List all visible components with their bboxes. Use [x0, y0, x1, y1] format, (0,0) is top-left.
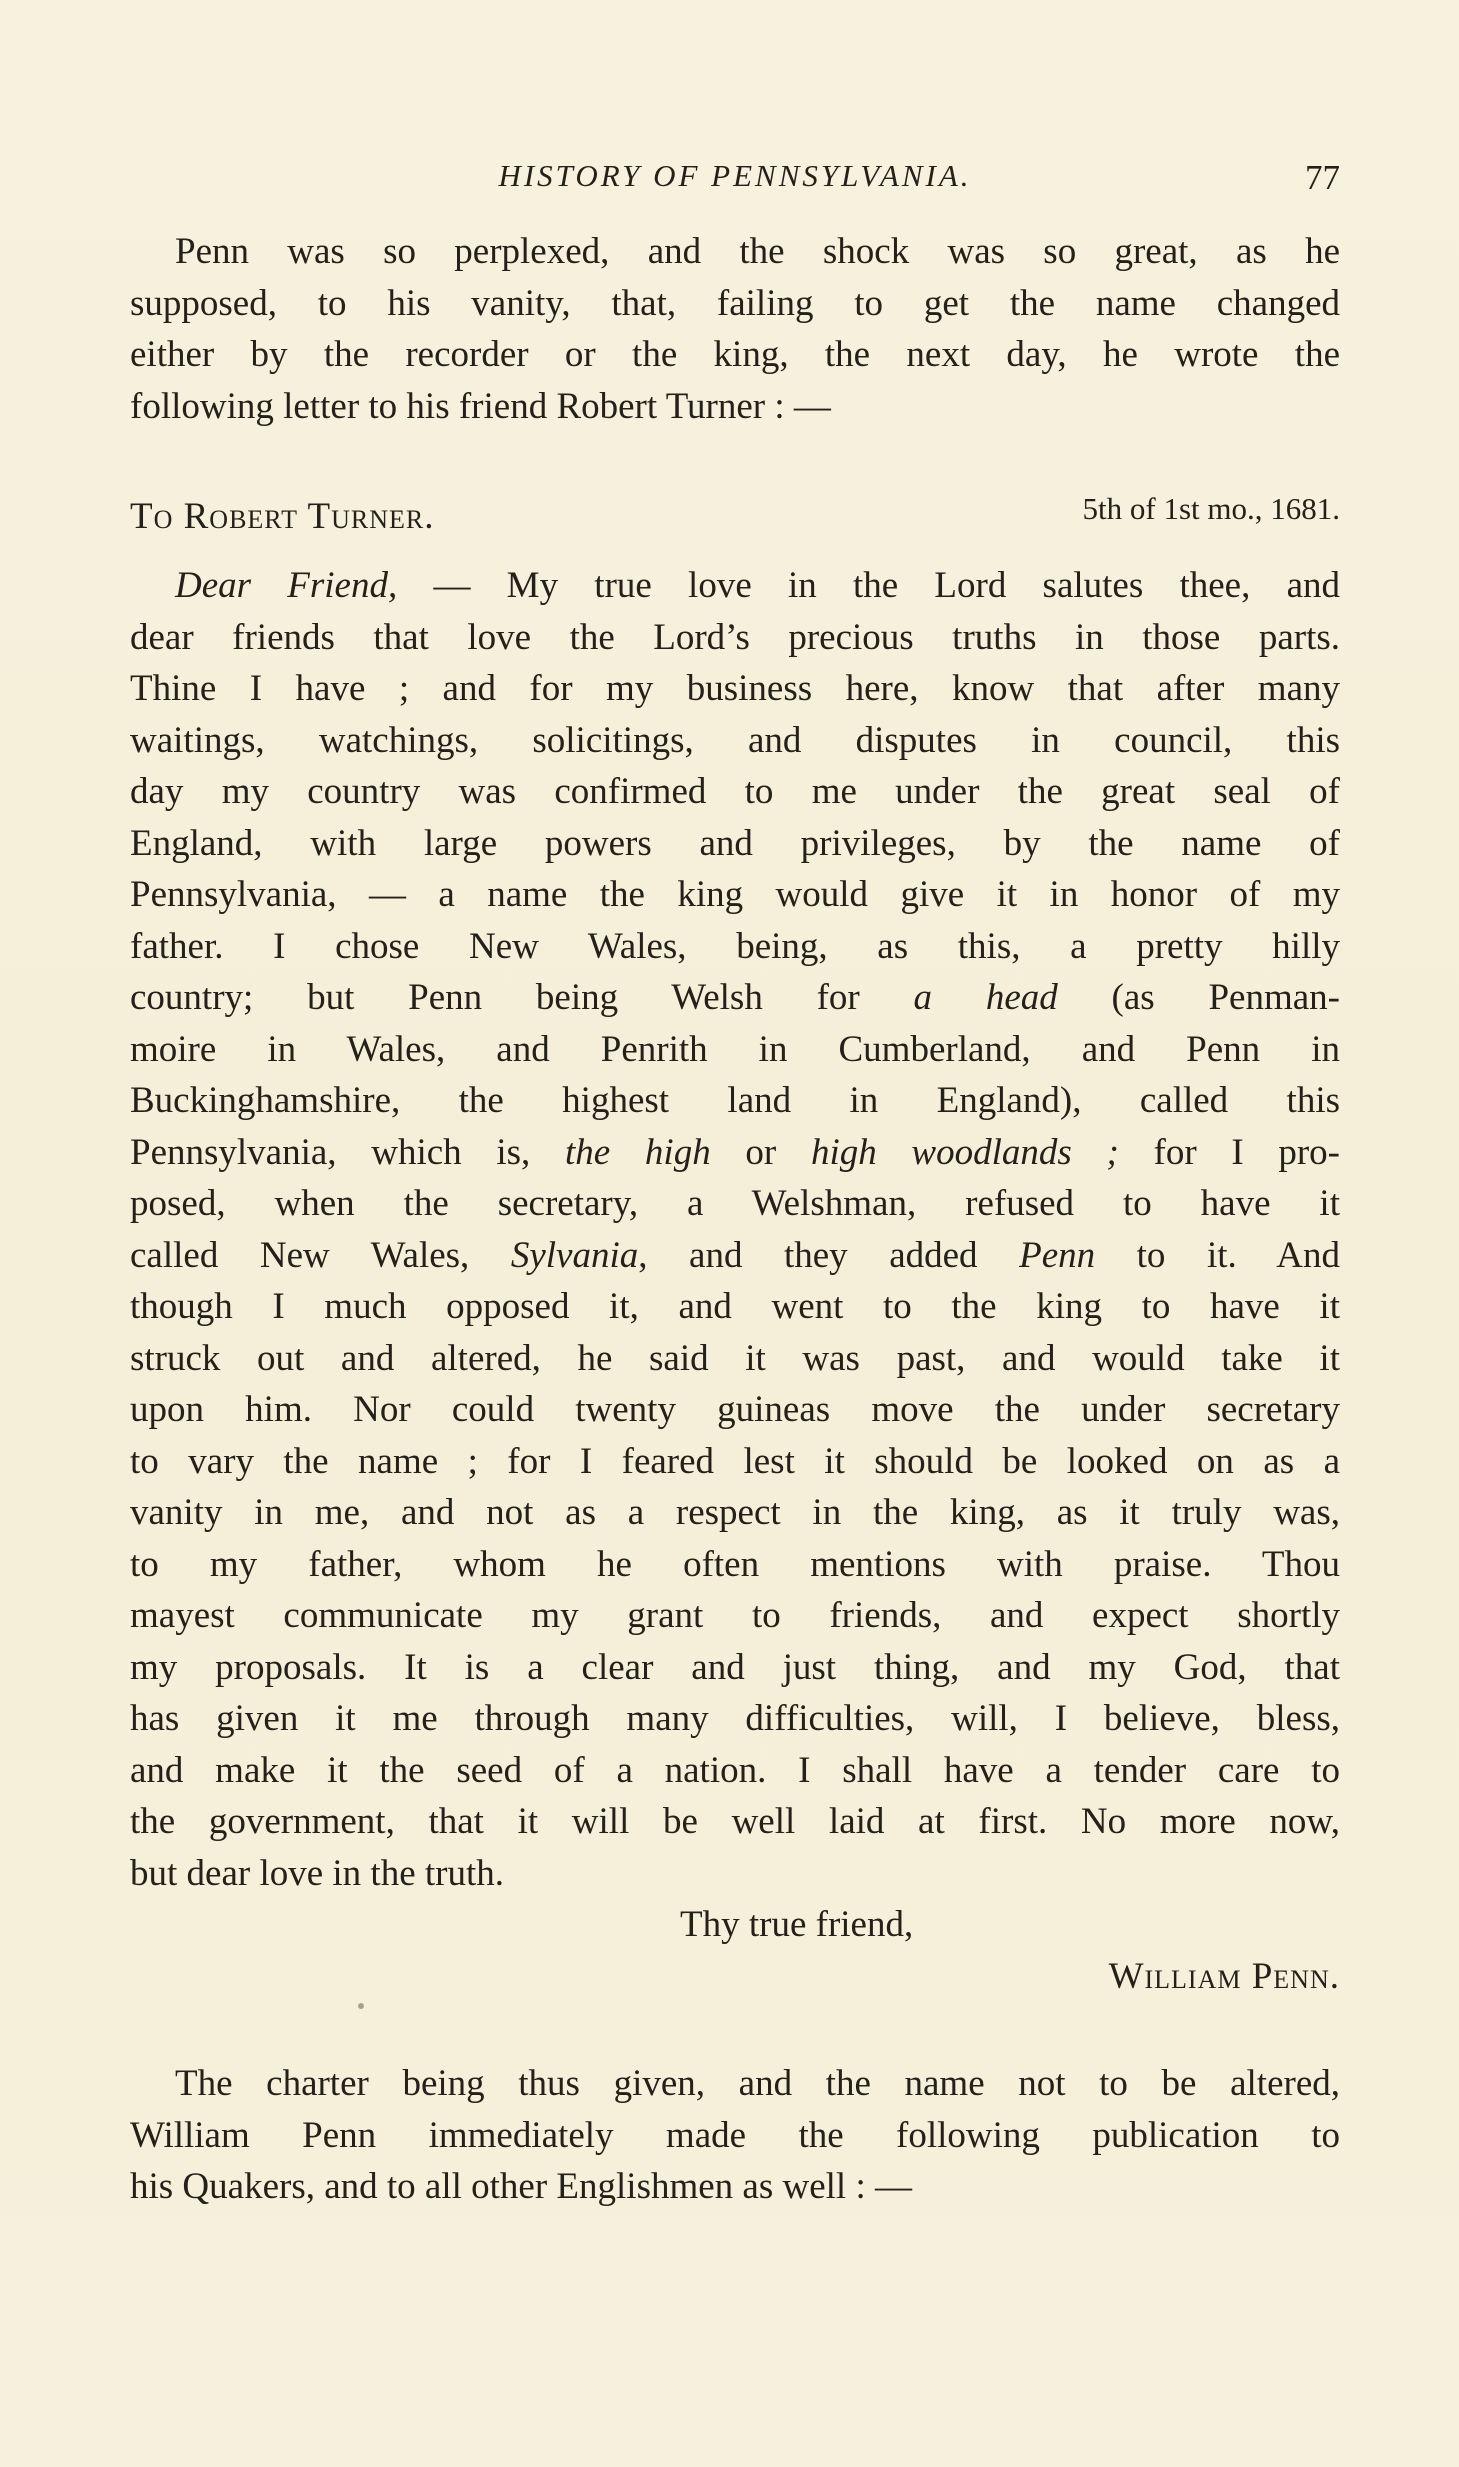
text-line: Thine I have ; and for my business here, know that after many: [130, 668, 1340, 709]
text-line: though I much opposed it, and went to the king to have it: [130, 1286, 1340, 1327]
italic-phrase: the high: [565, 1131, 711, 1173]
text-line: William Penn immediately made the following publication to: [130, 2114, 1340, 2156]
text-line: Penn was so perplexed, and the shock was so great, as he: [175, 231, 1340, 272]
text-fragment: for I pro-: [1118, 1131, 1341, 1173]
text-line: posed, when the secretary, a Welshman, refused to have it: [130, 1183, 1340, 1224]
text-fragment: (as Penman-: [1057, 977, 1340, 1018]
salutation: Dear Friend,: [175, 565, 398, 606]
text-line: supposed, to his vanity, that, failing to get the name changed: [130, 282, 1340, 324]
letter-body: [130, 560, 1340, 2002]
text-line: mayest communicate my grant to friends, and expect shortly: [130, 1595, 1340, 1636]
text-line: [130, 560, 1340, 612]
ink-speck: [358, 2003, 364, 2009]
text-fragment: country; but Penn being Welsh for: [130, 977, 914, 1018]
italic-phrase: Penn: [1019, 1234, 1096, 1276]
text-line: but dear love in the truth.: [130, 1852, 505, 1894]
text-line: upon him. Nor could twenty guineas move the under secretary: [130, 1389, 1340, 1430]
text-line: father. I chose New Wales, being, as this, a pretty hilly: [130, 925, 1340, 967]
letter-date: 5th of 1st mo., 1681.: [1082, 491, 1340, 526]
text-line: vanity in me, and not as a respect in the king, as it truly was,: [130, 1492, 1340, 1533]
italic-phrase: a head: [913, 977, 1058, 1018]
text-line: and make it the seed of a nation. I shall have a tender care to: [130, 1749, 1340, 1791]
text-line: to vary the name ; for I feared lest it should be looked on as a: [130, 1440, 1340, 1482]
text-fragment: Pennsylvania, which is,: [130, 1131, 566, 1173]
text-fragment: , and they added: [638, 1234, 1020, 1276]
letter-signature: William Penn.: [1108, 1955, 1340, 1997]
intro-paragraph: [130, 226, 1340, 432]
letter-heading: [130, 491, 1340, 547]
text-line: [130, 1127, 1340, 1179]
text-line: the government, that it will be well laid at first. No more now,: [130, 1801, 1340, 1842]
letter-addressee: To Robert Turner.: [130, 496, 435, 537]
text-line: Buckinghamshire, the highest land in England), called this: [130, 1080, 1340, 1121]
text-line: [130, 1230, 1340, 1282]
text-line: Pennsylvania, — a name the king would give it in honor of my: [130, 874, 1340, 915]
closing-paragraph: [130, 2058, 1340, 2213]
italic-phrase: Sylvania: [510, 1234, 639, 1276]
italic-phrase: high woodlands ;: [810, 1131, 1119, 1173]
text-line: following letter to his friend Robert Turner : —: [130, 385, 831, 427]
text-line: to my father, whom he often mentions with praise. Thou: [130, 1543, 1340, 1585]
text-line: my proposals. It is a clear and just thing, and my God, that: [130, 1646, 1340, 1688]
text-line: struck out and altered, he said it was past, and would take it: [130, 1337, 1340, 1379]
text-line: has given it me through many difficulties, will, I believe, bless,: [130, 1698, 1340, 1739]
running-head: HISTORY OF PENNSYLVANIA.: [498, 158, 972, 193]
text-line: either by the recorder or the king, the next day, he wrote the: [130, 334, 1340, 375]
text-line: day my country was confirmed to me under the great seal of: [130, 771, 1340, 812]
letter-closing: Thy true friend,: [680, 1904, 914, 1945]
text-fragment: called New Wales,: [130, 1234, 511, 1276]
text-line: waitings, watchings, solicitings, and disputes in council, this: [130, 719, 1340, 761]
text-line: moire in Wales, and Penrith in Cumberland, and Penn in: [130, 1028, 1340, 1070]
text-line: [130, 972, 1340, 1024]
text-line: dear friends that love the Lord’s precious truths in those parts.: [130, 616, 1340, 658]
text-fragment: or: [710, 1131, 811, 1173]
text-line: England, with large powers and privileges, by the name of: [130, 822, 1340, 864]
text-line: his Quakers, and to all other Englishmen as well : —: [130, 2166, 912, 2207]
text-line: The charter being thus given, and the name not to be altered,: [175, 2063, 1340, 2104]
page-number: 77: [1305, 158, 1340, 197]
text-fragment: — My true love in the Lord salutes thee, and: [397, 565, 1340, 606]
page-header: [130, 158, 1340, 206]
text-fragment: to it. And: [1095, 1234, 1340, 1276]
